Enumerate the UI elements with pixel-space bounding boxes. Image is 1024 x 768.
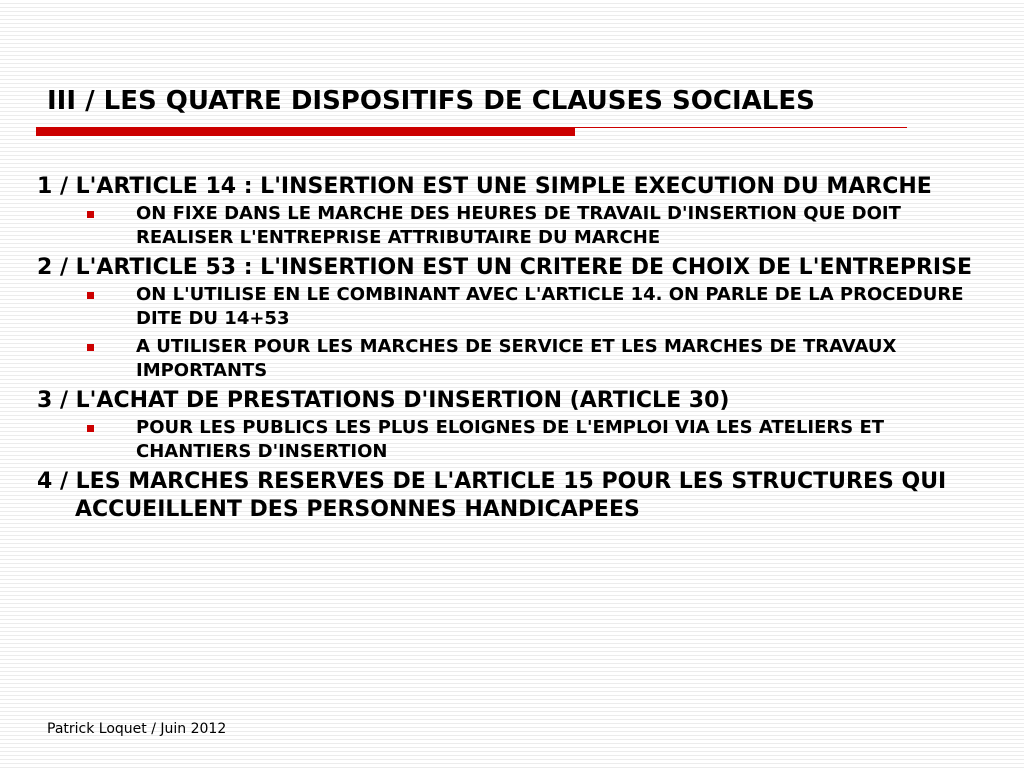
bullet-item xyxy=(37,335,972,383)
section-4 xyxy=(37,468,972,524)
section-heading: 2 / L'ARTICLE 53 : L'INSERTION EST UN CRITERE DE CHOIX DE L'ENTREPRISE xyxy=(37,255,972,280)
slide-content xyxy=(37,173,972,524)
bullet-list xyxy=(37,202,972,250)
section-3 xyxy=(37,387,972,464)
bullet-text: ON FIXE DANS LE MARCHE DES HEURES DE TRAVAIL D'INSERTION QUE DOIT REALISER L'ENTREPRISE ATTRIBUTAIRE DU MARCHE xyxy=(136,203,901,248)
section-heading: 4 / LES MARCHES RESERVES DE L'ARTICLE 15 POUR LES STRUCTURES QUI ACCUEILLENT DES PERSONNES HANDICAPEES xyxy=(37,469,947,522)
bullet-item xyxy=(37,202,972,250)
title-underline-bar xyxy=(36,127,575,136)
bullet-text: ON L'UTILISE EN LE COMBINANT AVEC L'ARTICLE 14. ON PARLE DE LA PROCEDURE DITE DU 14+53 xyxy=(136,284,964,329)
square-bullet-icon xyxy=(87,425,94,432)
slide-footer: Patrick Loquet / Juin 2012 xyxy=(47,721,227,737)
square-bullet-icon xyxy=(87,344,94,351)
section-1 xyxy=(37,173,972,250)
bullet-item xyxy=(37,283,972,331)
square-bullet-icon xyxy=(87,292,94,299)
bullet-text: POUR LES PUBLICS LES PLUS ELOIGNES DE L'EMPLOI VIA LES ATELIERS ET CHANTIERS D'INSERTION xyxy=(136,417,885,462)
bullet-list xyxy=(37,416,972,464)
square-bullet-icon xyxy=(87,211,94,218)
bullet-list xyxy=(37,283,972,383)
bullet-item xyxy=(37,416,972,464)
section-2 xyxy=(37,254,972,383)
section-heading: 1 / L'ARTICLE 14 : L'INSERTION EST UNE SIMPLE EXECUTION DU MARCHE xyxy=(37,174,932,199)
bullet-text: A UTILISER POUR LES MARCHES DE SERVICE ET LES MARCHES DE TRAVAUX IMPORTANTS xyxy=(136,336,897,381)
section-heading: 3 / L'ACHAT DE PRESTATIONS D'INSERTION (ARTICLE 30) xyxy=(37,388,730,413)
slide-title: III / LES QUATRE DISPOSITIFS DE CLAUSES SOCIALES xyxy=(47,86,815,116)
title-underline-rule xyxy=(575,127,907,128)
